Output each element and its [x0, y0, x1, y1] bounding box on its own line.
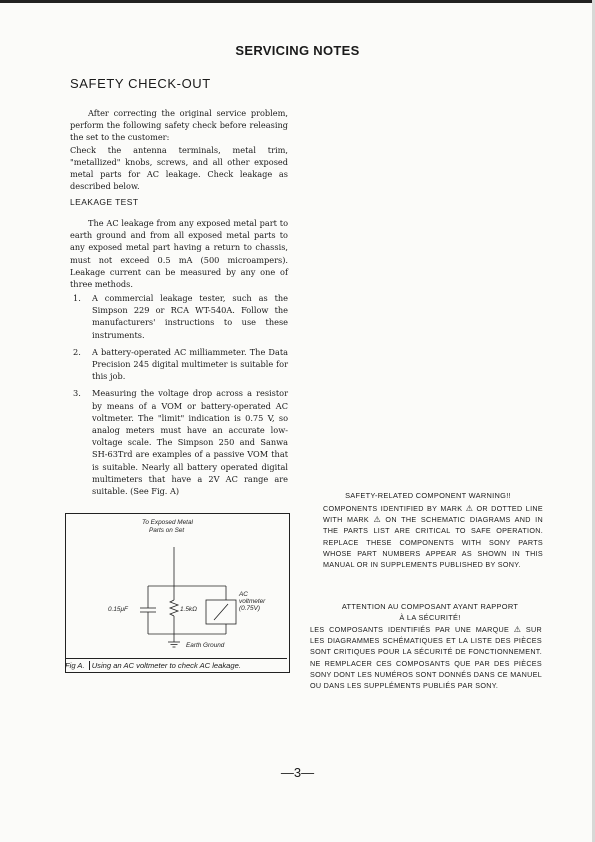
page-number: —3—	[280, 765, 315, 780]
top-rule	[0, 0, 595, 3]
method-item	[70, 346, 288, 383]
capacitor-label: 0.15μF	[108, 606, 128, 613]
warning-en-text-2: OR DOTTED LINE WITH MARK	[323, 504, 543, 525]
method-item	[70, 387, 288, 497]
warning-fr-text-2: SUR LES DIAGRAMMES SCHÉMATIQUES ET LA LISTE DES PIÈCES SONT CRITIQUES POUR LA SÉCURITÉ DE FONCTIONNEMENT. NE REMPLACER CES COMPOSANTS QUE PAR DES PIÈCES SONY DONT LES NUMÉROS SONT DONNÉS DANS CE MANUEL OU DANS LES SUPPLÉMENTS PUBLIÉS PAR SONY.	[310, 625, 542, 691]
meter-label-1: AC	[239, 591, 248, 598]
leakage-intro	[70, 217, 288, 290]
method-number: 1.	[73, 293, 81, 303]
meter-label-2: voltmeter	[239, 598, 266, 605]
safety-intro-paragraph-1: After correcting the original service problem, perform the following safety check before releasing the set to the customer:	[70, 108, 288, 143]
meter-needle	[214, 604, 228, 620]
method-text: Measuring the voltage drop across a resistor by means of a VOM or battery-operated AC voltmeter. The "limit" indication is 0.75 V, so analog meters must have an accurate low-voltage scale. The Simpson 250 and Sanwa SH-63Trd are examples of a passive VOM that is suitable. Nearly all battery operated digital multimeters that have a 2V AC range are suitable. (See Fig. A)	[92, 388, 288, 497]
figure-caption-text: Using an AC voltmeter to check AC leakage.	[91, 661, 241, 670]
warning-en-text-3: ON THE SCHEMATIC DIAGRAMS AND IN THE PARTS LIST ARE CRITICAL TO SAFE OPERATION. REPLACE THESE COMPONENTS WITH SONY PARTS WHOSE PART NUMBERS APPEAR AS SHOWN IN THIS MANUAL OR IN SUPPLEMENTS PUBLISHED BY SONY.	[323, 515, 543, 570]
figure-caption-prefix: Fig A.	[65, 661, 90, 670]
warning-fr-title	[315, 601, 545, 623]
method-number: 2.	[73, 346, 81, 357]
meter-label-3: (0.75V)	[239, 605, 260, 612]
leakage-heading: LEAKAGE TEST	[70, 197, 139, 207]
caution-triangle-icon: ⚠	[465, 504, 474, 513]
warning-fr-text	[310, 624, 542, 691]
warning-fr-title-2: À LA SÉCURITÉ!	[399, 613, 461, 622]
method-text: A battery-operated AC milliammeter. The Data Precision 245 digital multimeter is suitable for this job.	[92, 346, 288, 382]
exposed-metal-label-1: To Exposed Metal	[142, 519, 193, 526]
exposed-metal-label-2: Parts on Set	[149, 527, 185, 534]
safety-intro	[70, 107, 288, 192]
method-list	[70, 292, 288, 502]
method-text: A commercial leakage tester, such as the Simpson 229 or RCA WT-540A. Follow the manufacturers' instructions to use these instruments.	[92, 293, 288, 340]
leakage-intro-paragraph: The AC leakage from any exposed metal part to earth ground and from all exposed metal parts to any exposed metal part having a return to chassis, must not exceed 0.5 mA (500 microampers). Leakage current can be measured by any one of three methods.	[70, 218, 288, 290]
warning-fr-title-1: ATTENTION AU COMPOSANT AYANT RAPPORT	[341, 602, 519, 611]
figure-a	[65, 513, 290, 673]
safety-heading: SAFETY CHECK-OUT	[70, 76, 211, 91]
warning-en-text	[323, 503, 543, 570]
resistor-zigzag	[170, 600, 178, 616]
method-number: 3.	[73, 388, 81, 399]
resistor-label: 1.5kΩ	[180, 606, 197, 613]
caution-triangle-icon: ⚠	[373, 515, 381, 525]
caution-triangle-icon: ⚠	[513, 625, 522, 634]
method-item	[70, 292, 288, 341]
page-title: SERVICING NOTES	[235, 43, 360, 58]
warning-en-title: SAFETY-RELATED COMPONENT WARNING!!	[345, 491, 511, 500]
warning-en-text-1: COMPONENTS IDENTIFIED BY MARK	[323, 504, 463, 513]
warning-fr-text-1: LES COMPOSANTS IDENTIFIÉS PAR UNE MARQUE	[310, 625, 510, 634]
ground-label: Earth Ground	[186, 642, 225, 649]
safety-intro-paragraph-2: Check the antenna terminals, metal trim, "metallized" knobs, screws, and all other exposed metal parts for AC leakage. Check leakage as described below.	[70, 144, 288, 192]
figure-caption	[65, 658, 287, 673]
leakage-circuit-diagram	[66, 514, 289, 658]
